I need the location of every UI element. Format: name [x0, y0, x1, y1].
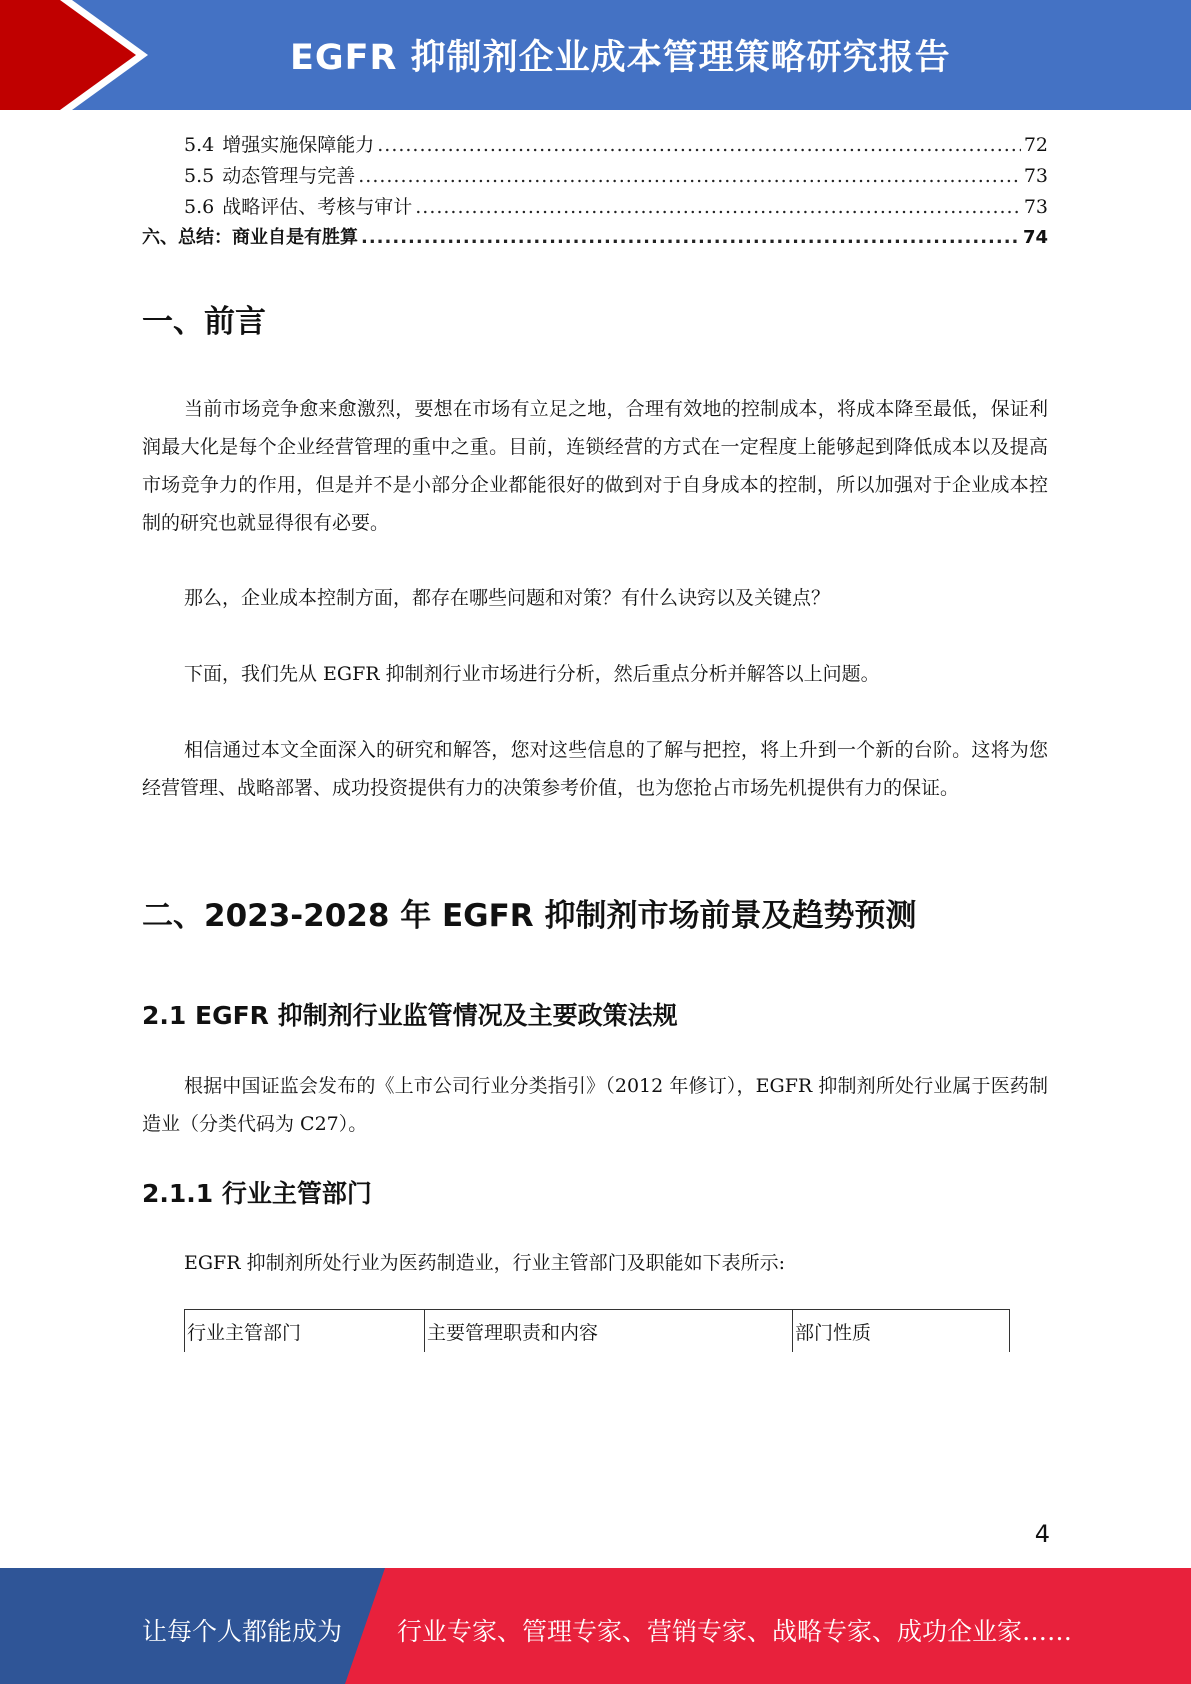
paragraph: 那么，企业成本控制方面，都存在哪些问题和对策？有什么诀窍以及关键点？	[184, 587, 831, 609]
section-heading-preface: 一、前言	[142, 304, 266, 340]
regulator-table	[184, 1309, 1010, 1352]
table-header-cell: 部门性质	[795, 1322, 872, 1344]
table-header-cell: 主要管理职责和内容	[425, 1310, 793, 1352]
table-header-cell: 行业主管部门	[185, 1310, 425, 1352]
subsection-heading: 2.1.1 行业主管部门	[142, 1179, 372, 1208]
section-heading-market: 二、2023-2028 年 EGFR 抑制剂市场前景及趋势预测	[142, 898, 917, 934]
toc-entry[interactable]	[142, 130, 1048, 161]
toc-leader-dots	[361, 227, 1020, 248]
toc-entry[interactable]	[142, 161, 1048, 192]
toc-entry-page: 73	[1023, 165, 1048, 187]
paragraph: 根据中国证监会发布的《上市公司行业分类指引》（2012 年修订），EGFR 抑制剂所处行业属于医药制造业（分类代码为 C27）。	[142, 1075, 1048, 1135]
toc-entry-page: 74	[1022, 227, 1048, 248]
paragraph: 相信通过本文全面深入的研究和解答，您对这些信息的了解与把控，将上升到一个新的台阶。这将为您经营管理、战略部署、成功投资提供有力的决策参考价值，也为您抢占市场先机提供有力的保证。	[142, 739, 1048, 799]
paragraph: 下面，我们先从 EGFR 抑制剂行业市场进行分析，然后重点分析并解答以上问题。	[184, 663, 880, 685]
report-title: EGFR 抑制剂企业成本管理策略研究报告	[290, 38, 951, 78]
toc-leader-dots	[358, 165, 1021, 187]
toc-entry-number: 5.4	[184, 134, 215, 156]
paragraph: 当前市场竞争愈来愈激烈，要想在市场有立足之地，合理有效地的控制成本，将成本降至最低，保证利润最大化是每个企业经营管理的重中之重。目前，连锁经营的方式在一定程度上能够起到降低成本以及提高市场竞争力的作用，但是并不是小部分企业都能很好的做到对于自身成本的控制，所以加强对于企业成本控制的研究也就显得很有必要。	[142, 398, 1048, 534]
toc-entry[interactable]	[142, 223, 1048, 254]
toc-entry-page: 73	[1023, 196, 1048, 218]
toc-entry-number: 5.5	[184, 165, 215, 187]
page-number: 4	[1034, 1520, 1050, 1548]
toc-entry-page: 72	[1023, 134, 1048, 156]
table-of-contents	[142, 130, 1048, 254]
footer-slogan-right: 行业专家、管理专家、营销专家、战略专家、成功企业家……	[397, 1617, 1073, 1646]
toc-leader-dots	[415, 196, 1021, 218]
subsection-heading: 2.1 EGFR 抑制剂行业监管情况及主要政策法规	[142, 1001, 678, 1030]
toc-leader-dots	[377, 134, 1021, 156]
footer-slogan-left: 让每个人都能成为	[142, 1617, 343, 1646]
toc-entry-number: 5.6	[184, 196, 215, 218]
page-header	[0, 0, 1191, 110]
page-footer	[0, 1568, 1191, 1684]
paragraph: EGFR 抑制剂所处行业为医药制造业，行业主管部门及职能如下表所示:	[184, 1252, 785, 1274]
toc-entry-title: 六、总结：商业自是有胜算	[142, 227, 358, 248]
toc-entry-title: 增强实施保障能力	[222, 134, 375, 156]
toc-entry-title: 动态管理与完善	[222, 165, 356, 187]
toc-entry-title: 战略评估、考核与审计	[222, 196, 413, 218]
toc-entry[interactable]	[142, 192, 1048, 223]
